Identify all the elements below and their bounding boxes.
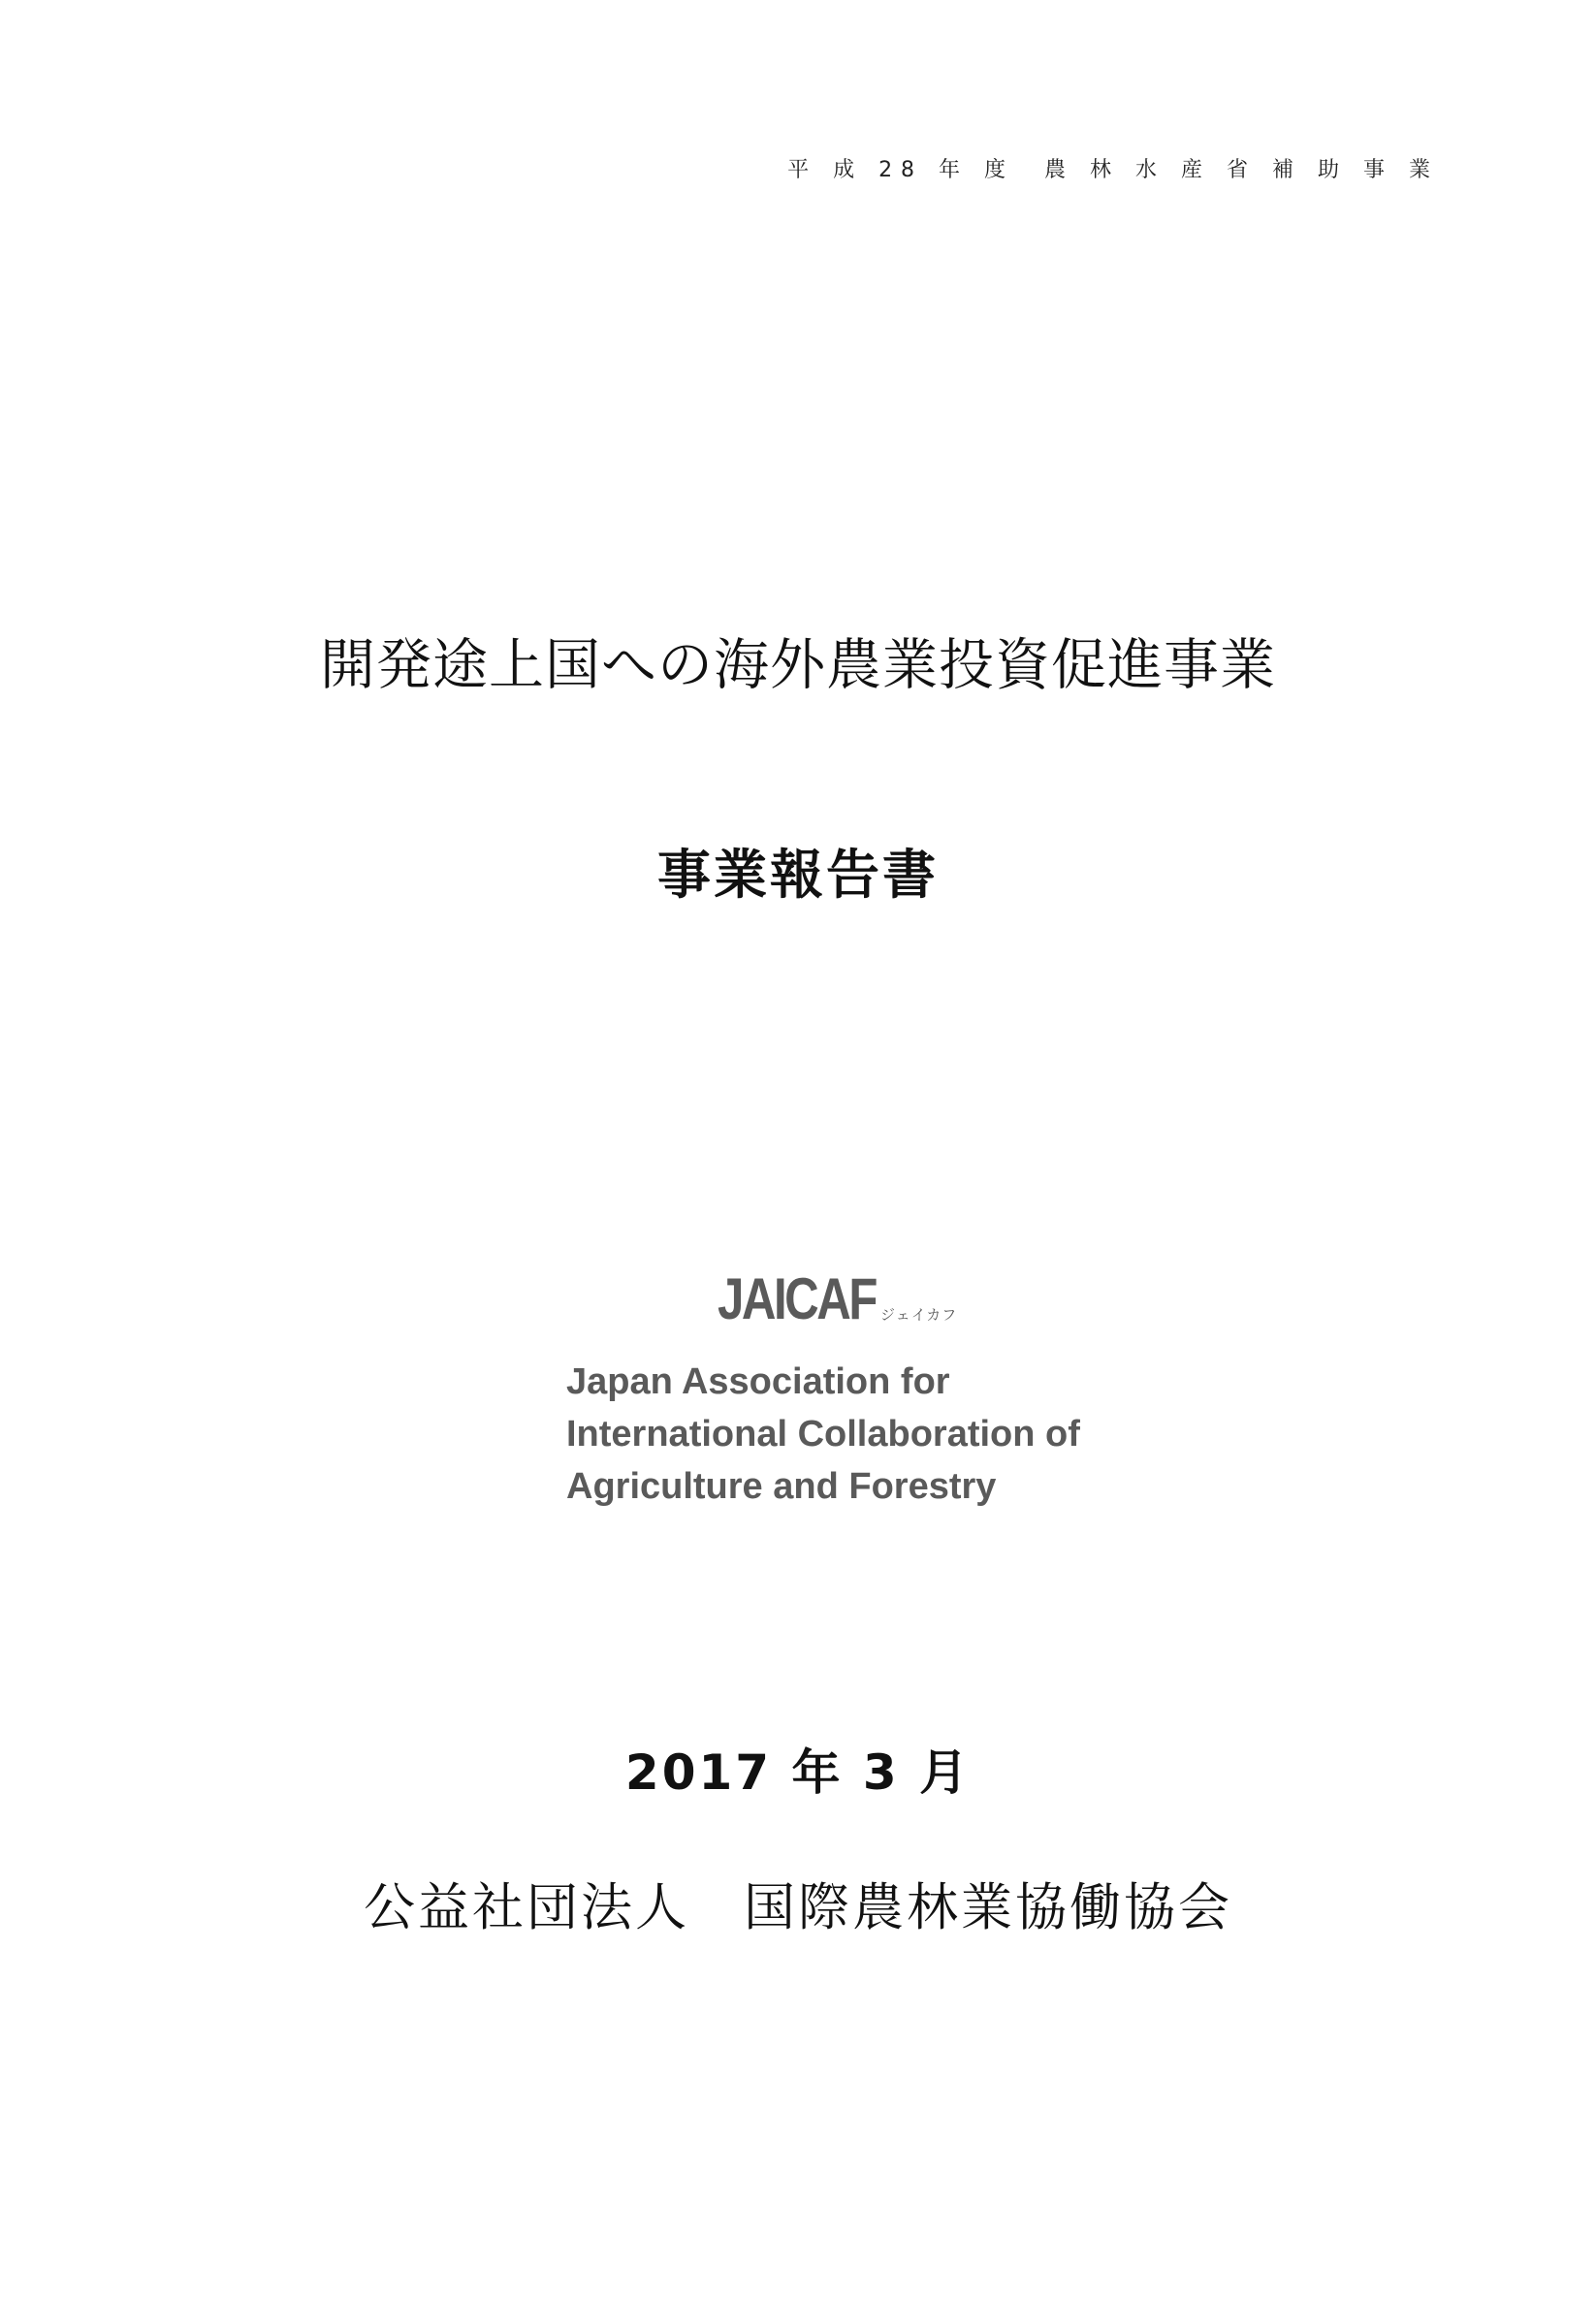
org-english-line: International Collaboration of: [566, 1414, 1080, 1455]
document-subtitle: 事業報告書: [656, 844, 939, 906]
logo-wordmark: JAICAF: [718, 1266, 876, 1331]
publication-date: 2017 年 3 月: [624, 1744, 972, 1801]
organization-japanese-name: 公益社団法人 国際農林業協働協会: [364, 1878, 1232, 1937]
logo-kana: ジェイカフ: [880, 1306, 958, 1324]
subsidy-note: 平 成 28 年 度 農 林 水 産 省 補 助 事 業: [787, 158, 1439, 182]
document-title: 開発途上国への海外農業投資促進事業: [320, 633, 1276, 697]
organization-english-name: [566, 1356, 1080, 1513]
jaicaf-logo: [718, 1265, 958, 1332]
org-english-line: Japan Association for: [566, 1361, 950, 1402]
org-english-line: Agriculture and Forestry: [566, 1466, 997, 1507]
